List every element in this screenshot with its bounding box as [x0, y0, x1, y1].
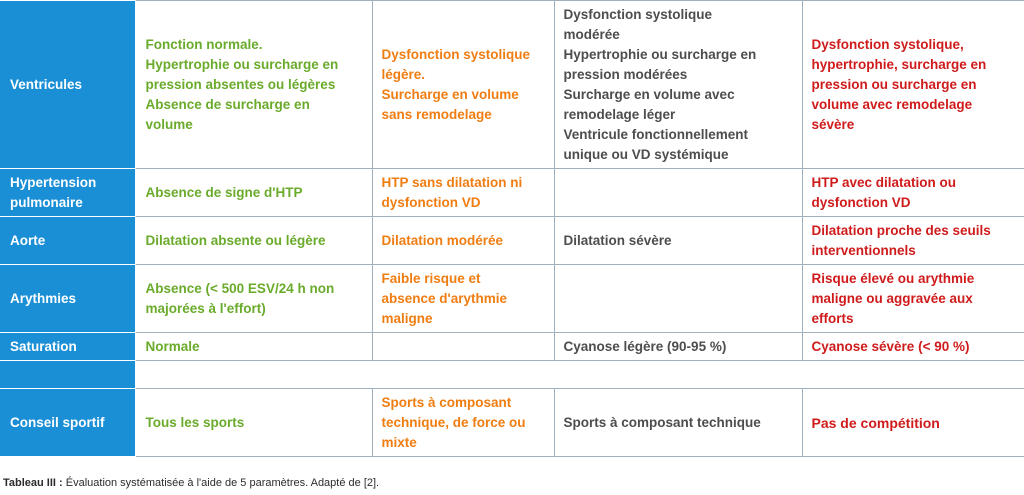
cell-severe: Cyanose sévère (< 90 %) [802, 333, 1024, 361]
row-header-empty [0, 361, 135, 389]
cell-severe: HTP avec dilatation ou dysfonction VD [802, 169, 1024, 217]
table-caption [3, 477, 379, 489]
cell-moderate: Sports à composant technique [554, 389, 802, 457]
row-header: Hypertension pulmonaire [0, 169, 135, 217]
cell-normal: Fonction normale. Hypertrophie ou surcharge en pression absentes ou légères Absence de surcharge en volume [135, 1, 372, 169]
cell-normal: Dilatation absente ou légère [135, 217, 372, 265]
cell-moderate [554, 169, 802, 217]
cell-mild: Dysfonction systolique légère. Surcharge en volume sans remodelage [372, 1, 554, 169]
cell-severe: Dysfonction systolique, hypertrophie, surcharge en pression ou surcharge en volume avec remodelage sévère [802, 1, 1024, 169]
caption-label: Tableau III : [3, 477, 63, 489]
row-header: Ventricules [0, 1, 135, 169]
cell-normal: Normale [135, 333, 372, 361]
cell-moderate [554, 265, 802, 333]
cell-severe: Risque élevé ou arythmie maligne ou aggravée aux efforts [802, 265, 1024, 333]
cell-severe: Pas de compétition [802, 389, 1024, 457]
cell-normal: Absence (< 500 ESV/24 h non majorées à l'effort) [135, 265, 372, 333]
cell-moderate: Dysfonction systolique modérée Hypertrophie ou surcharge en pression modérées Surcharge en volume avec remodelage léger Ventricule fonctionnellement unique ou VD systémique [554, 1, 802, 169]
caption-text: Évaluation systématisée à l'aide de 5 paramètres. Adapté de [2]. [62, 477, 380, 489]
cell-normal: Absence de signe d'HTP [135, 169, 372, 217]
row-header: Aorte [0, 217, 135, 265]
table-row-saturation [0, 333, 1024, 361]
row-header: Arythmies [0, 265, 135, 333]
table-row-aorte [0, 217, 1024, 265]
cell-mild: HTP sans dilatation ni dysfonction VD [372, 169, 554, 217]
row-header: Conseil sportif [0, 389, 135, 457]
row-header: Saturation [0, 333, 135, 361]
cell-severe: Dilatation proche des seuils interventionnels [802, 217, 1024, 265]
table-row-arythmies [0, 265, 1024, 333]
cell-mild: Sports à composant technique, de force ou mixte [372, 389, 554, 457]
table-row-ventricules [0, 1, 1024, 169]
table-row-hypertension [0, 169, 1024, 217]
cell-moderate: Cyanose légère (90-95 %) [554, 333, 802, 361]
spacer-cell [135, 361, 1024, 389]
cell-normal: Tous les sports [135, 389, 372, 457]
cell-moderate: Dilatation sévère [554, 217, 802, 265]
cell-mild: Dilatation modérée [372, 217, 554, 265]
table-row-conseil [0, 389, 1024, 457]
table-row-spacer [0, 361, 1024, 389]
cell-mild: Faible risque et absence d'arythmie maligne [372, 265, 554, 333]
cell-mild [372, 333, 554, 361]
